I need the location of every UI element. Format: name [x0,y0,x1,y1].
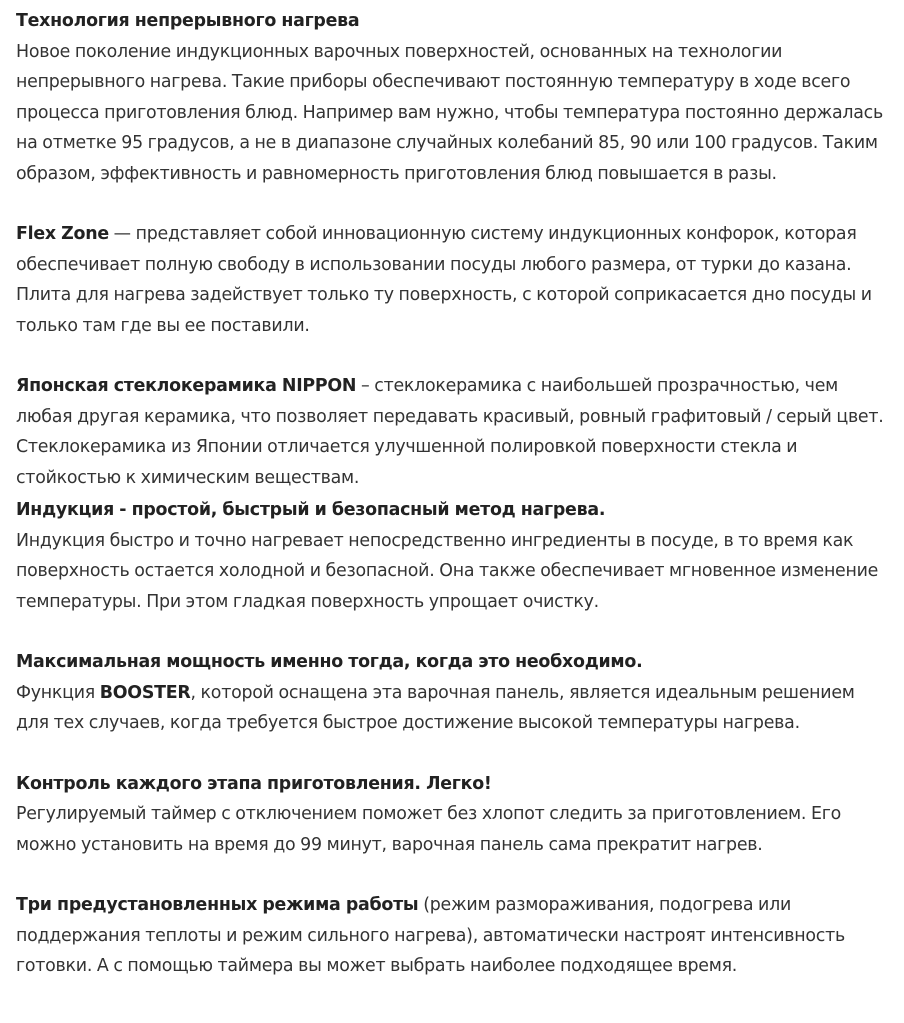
section-text: – стеклокерамика с наибольшей прозрачностью, чем любая другая керамика, что позволяет передавать красивый, ровный графитовый / серый цвет. Стеклокерамика из Японии отличается улучшенной полировкой поверхности стекла и стойкостью к химическим веществам. [16,376,884,488]
section-paragraph [16,890,888,982]
section-continuous-heating [16,6,888,189]
section-paragraph [16,678,888,739]
section-text-before: Функция [16,682,100,703]
section-control [16,769,888,861]
section-paragraph [16,371,888,493]
section-booster [16,647,888,739]
section-title: Контроль каждого этапа приготовления. Легко! [16,773,492,794]
section-induction [16,495,888,617]
section-text: — представляет собой инновационную систему индукционных конфорок, которая обеспечивает полную свободу в использовании посуды любого размера, от турки до казана. Плита для нагрева задействует только ту поверхность, с которой соприкасается дно посуды и только там где вы ее поставили. [16,224,872,336]
section-flex-zone [16,219,888,341]
section-title: Японская стеклокерамика NIPPON [16,376,357,396]
section-title: Три предустановленных режима работы [16,895,419,915]
section-text: Регулируемый таймер с отключением поможет без хлопот следить за приготовлением. Его можно установить на время до 99 минут, варочная панель сама прекратит нагрев. [16,804,841,855]
section-title: Flex Zone [16,224,109,244]
section-title: Технология непрерывного нагрева [16,11,360,31]
section-title: Индукция - простой, быстрый и безопасный метод нагрева. [16,500,606,520]
section-text: Новое поколение индукционных варочных поверхностей, основанных на технологии непрерывного нагрева. Такие приборы обеспечивают постоянную температуру в ходе всего процесса приготовления блюд. Например вам нужно, чтобы температура постоянно держалась на отметке 95 градусов, а не в диапазоне случайных колебаний 85, 90 или 100 градусов. Таким образом, эффективность и равномерность приготовления блюд повышается в разы. [16,41,883,184]
section-text-after: , которой оснащена эта варочная панель, является идеальным решением для тех случаев, когда требуется быстрое достижение высокой температуры нагрева. [16,682,855,733]
section-text: (режим размораживания, подогрева или поддержания теплоты и режим сильного нагрева), автоматически настроят интенсивность готовки. А с помощью таймера вы может выбрать наиболее подходящее время. [16,895,845,976]
booster-highlight: BOOSTER [99,682,191,703]
section-nippon [16,371,888,493]
section-modes [16,890,888,982]
section-text: Индукция быстро и точно нагревает непосредственно ингредиенты в посуде, в то время как поверхность остается холодной и безопасной. Она также обеспечивает мгновенное изменение температуры. При этом гладкая поверхность упрощает очистку. [16,530,879,612]
section-paragraph [16,219,888,341]
section-title: Максимальная мощность именно тогда, когда это необходимо. [16,652,643,672]
